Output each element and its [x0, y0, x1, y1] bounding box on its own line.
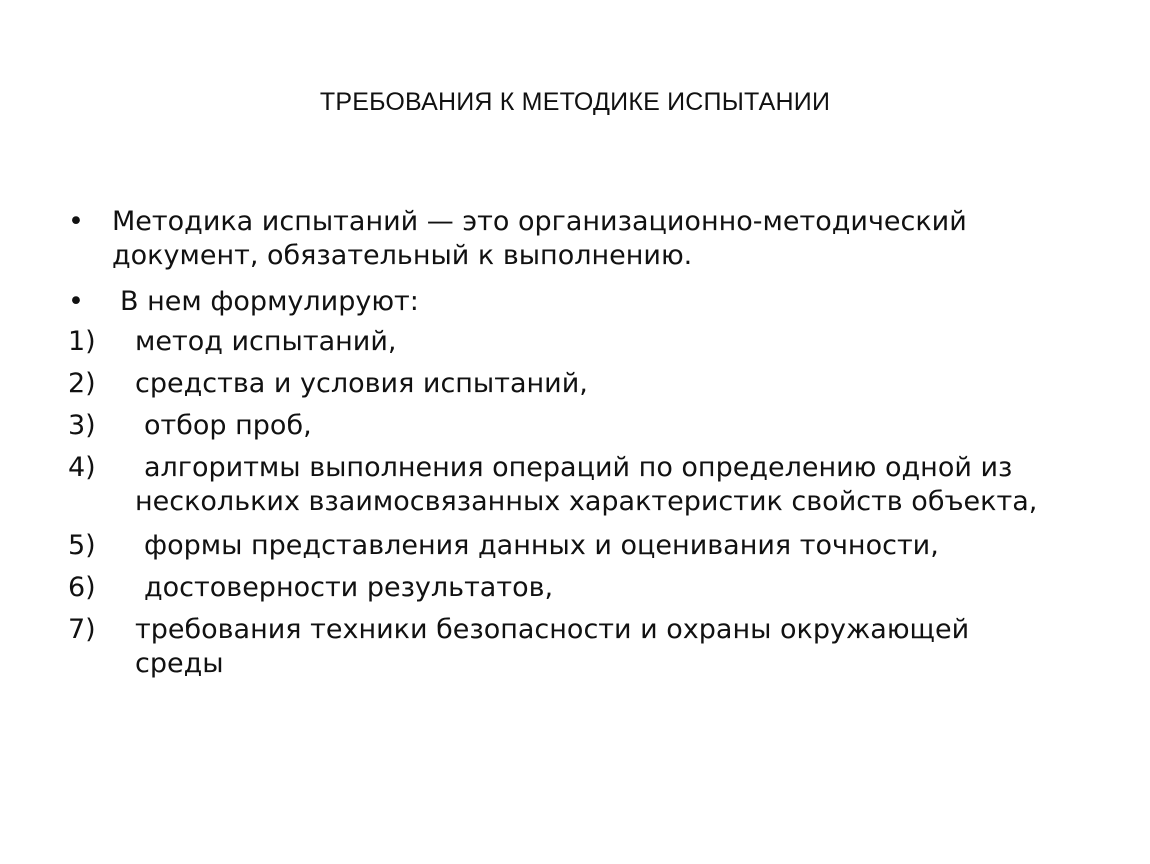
- numbered-item: [68, 409, 1078, 443]
- numbered-line: достоверности результатов,: [144, 572, 554, 603]
- bullet-text: [120, 285, 419, 319]
- numbered-line: метод испытаний,: [135, 326, 397, 357]
- bullet-text: [112, 205, 967, 273]
- bullet-item: [68, 285, 1068, 319]
- numbered-text: [144, 571, 553, 605]
- numbered-text: [135, 613, 969, 681]
- numbered-item: [68, 367, 1078, 401]
- numbered-line: среды: [135, 648, 224, 679]
- numbered-text: [135, 325, 396, 359]
- slide-title: ТРЕБОВАНИЯ К МЕТОДИКЕ ИСПЫТАНИИ: [319, 88, 831, 116]
- numbered-item: [68, 325, 1078, 359]
- bullet-line: Методика испытаний — это организационно-методический: [112, 206, 967, 237]
- number-marker: 4): [68, 452, 96, 483]
- number-marker: 3): [68, 410, 96, 441]
- numbered-item: [68, 571, 1078, 605]
- bullet-line: В нем формулируют:: [120, 286, 419, 317]
- bullet-line: документ, обязательный к выполнению.: [112, 240, 693, 271]
- number-marker: 5): [68, 530, 96, 561]
- numbered-line: отбор проб,: [144, 410, 312, 441]
- numbered-item: [68, 451, 1078, 521]
- bullet-marker: •: [68, 206, 84, 237]
- numbered-text: [135, 451, 1038, 519]
- numbered-line: средства и условия испытаний,: [135, 368, 588, 399]
- numbered-text: [135, 367, 588, 401]
- numbered-line: алгоритмы выполнения операций по определению одной из: [144, 452, 1013, 483]
- numbered-line: нескольких взаимосвязанных характеристик свойств объекта,: [135, 486, 1038, 517]
- number-marker: 7): [68, 614, 96, 645]
- bullet-marker: •: [68, 286, 84, 317]
- number-marker: 6): [68, 572, 96, 603]
- number-marker: 1): [68, 326, 96, 357]
- numbered-item: [68, 613, 1078, 683]
- numbered-text: [144, 529, 939, 563]
- numbered-text: [144, 409, 312, 443]
- bullet-item: [68, 205, 1068, 275]
- numbered-line: формы представления данных и оценивания точности,: [144, 530, 939, 561]
- numbered-item: [68, 529, 1078, 563]
- number-marker: 2): [68, 368, 96, 399]
- numbered-line: требования техники безопасности и охраны окружающей: [135, 614, 970, 645]
